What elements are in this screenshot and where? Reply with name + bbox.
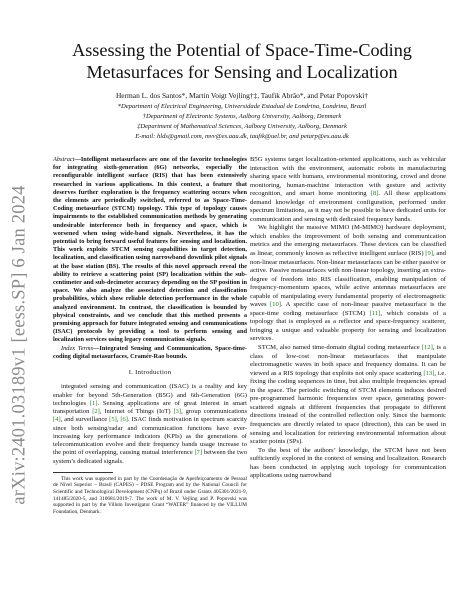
paragraph (250, 156, 446, 224)
paragraph-text: , and non-linear metasurfaces. Non-linear metasurfaces can be either passive or active. Passive metasurfaces with non-linear topology, inserting an extra-degree of freedom into RIS classification, enabling manipulation of frequency-momentum spaces, while active antennas metasurfaces are capable of manipulating every fundamental property of electromagnetic waves (250, 250, 446, 309)
citation-link[interactable]: [13] (423, 369, 435, 377)
section-heading: I. Introduction (128, 369, 172, 377)
paragraph-text: . All these applications demand knowledge of environment configuration, performed under spectrum limitations, as it may not be possible to have dedicated units for communication and sensing with dedicated frequency bands. (250, 190, 446, 223)
paragraph-text: , and surveillance (60, 416, 110, 424)
paragraph-text: B5G systems target localization-oriented applications, such as vehicular interaction with the environment, automatic robots in manufacturing sharing space with humans, environmental monitoring, crowd and drone monitoring, human-machine interaction with gesture and activity recognition, and smart home monitoring (250, 156, 446, 198)
citation-link[interactable]: [3] (173, 408, 182, 416)
arxiv-stamp (8, 95, 32, 595)
paragraph (250, 344, 446, 447)
left-column (53, 156, 247, 515)
email-line: E-mail: hlds@gmail.com, mvv@es.aau.dk, taufik@uel.br, and petarp@es.aau.dk (135, 133, 349, 140)
citation-link[interactable]: [11] (369, 309, 381, 317)
paper-title: Assessing the Potential of Space-Time-Coding Metasurfaces for Sensing and Localization (72, 40, 412, 82)
paragraph (250, 224, 446, 344)
index-terms (53, 345, 247, 361)
paragraph-text: . ISAC finds motivation in spectrum scarcity since both sensing/radar and communication functions have ever-increasing key performance indicators (KPIs) as the generations of telecommunication evolve and their frequency bands usage increase to the point of overlapping, causing mutual interference (53, 416, 247, 457)
paragraph-text: , Internet of Things (IoT) (99, 408, 174, 416)
citation-link[interactable]: [7] (194, 449, 203, 457)
paragraph-text: , is a class of low-cost non-linear metasurfaces that manipulate electromagnetic waves in both space and frequency domains. It can be viewed as a RIS topology that exploits not only space scattering (250, 344, 447, 377)
citation-link[interactable]: [1] (89, 399, 98, 407)
paragraph-text: . Sensing applications are of great interest in smart transportation (53, 399, 247, 416)
affiliation-line: †Department of Electronic Systems, Aalborg University, Aalborg, Denmark (142, 113, 342, 120)
paragraph-text: , (116, 416, 121, 424)
paragraph-text: , which consists of a topology that is employed as a reflector and space-frequency scatterer, bringing a unique and valuable property for sensing and localization services. (250, 309, 446, 343)
paragraph-text: . A specific case of non-linear passive metasurface is the space-time coding metasurface (STCM) (250, 301, 446, 317)
abstract-text: —Intelligent metasurfaces are one of the favorite technologies for integrating sixth-generation (6G) networks, especially the reconfigurable intelligent surface (RIS) that has been extensively researched in various applications. In this context, a feature that deserves further exploration is the frequency scattering occurs when the elements are periodically switched, referred to as Space-Time-Coding metasurface (STCM) topology. This type of topology causes impairments to the established communication methods by generating undesirable interference both in frequency and space, which is worsened when using wide-band signals. Nevertheless, it has the potential to bring forward useful features for sensing and localization. This work exploits STCM sensing capabilities in target detection, localization, and classification using narrowband downlink pilot signals at the base station (BS). The results of this novel approach reveal the ability to retrieve a scattering point (SP) localization within the sub-centimeter and sub-decimeter accuracy depending on the SP position in space. We also analyze the associated detection and classification probabilities, which show reliable detection performance in the whole analyzed environment. In contrast, the classification is bounded by physical constraints, and we conclude that this method presents a promising approach for future integrated sensing and communications (ISAC) protocols by providing a tool to perform sensing and localization services using legacy communication signals. (53, 156, 247, 344)
abstract (53, 156, 247, 345)
index-terms-label: Index Terms (61, 344, 94, 352)
index-terms-text: —Integrated Sensing and Communication, Space-time-coding digital metasurfaces, Cramér-Rao bounds. (53, 344, 248, 360)
citation-link[interactable]: [12] (421, 344, 433, 352)
paragraph (53, 383, 247, 466)
paragraph-text: STCM, also named time-domain digital coding metasurface (258, 344, 422, 352)
arxiv-stamp-text: arXiv:2401.03189v1 [eess.SP] 6 Jan 2024 (9, 185, 30, 505)
abstract-label: Abstract (53, 156, 75, 163)
footnote: This work was supported in part by the Coordenação de Aperfeiçoamento de Pessoal de Nível Superior – Brasil (CAPES) – PDSE Program and by the National Council for Scientific and Technological Development (CNPq) of Brazil under Grants 405301/2021-9, 141485/2020-5, and 310681/2019-7. The work of M. V. Vejling and P. Popovski was supported in part by the Villum Investigator Grant “WATER” financed by the VILLUM Foundation, Denmark. (53, 475, 247, 515)
paragraph-text: between the two system’s dedicated signals. (53, 449, 247, 465)
right-column (250, 156, 446, 481)
citation-link[interactable]: [10] (269, 301, 282, 309)
citation-link[interactable]: [6] (120, 416, 128, 424)
paragraph-text: , group communications (181, 408, 248, 416)
intro-body (53, 383, 247, 466)
affiliation-line: ‡Department of Mathematical Sciences, Aalborg University, Aalborg, Denmark (137, 123, 347, 130)
affiliation-line: *Department of Electrical Engineering, Universidade Estadual de Londrina, Londrina, Brazil (117, 103, 367, 110)
citation-link[interactable]: [5] (109, 416, 117, 424)
citation-link[interactable]: [4] (53, 416, 61, 424)
author-list: Herman L. dos Santos*, Martin Voigt Vejling†‡, Taufik Abrão*, and Petar Popovski† (115, 91, 369, 100)
citation-link[interactable]: [2] (92, 408, 100, 416)
paragraph-text: To the best of the authors’ knowledge, the STCM have not been sufficiently explored in the context of sensing and localization. Research has been conducted in applying such topology for communication applications using narrowband (250, 446, 446, 480)
paragraph-text: integrated sensing and communication (ISAC) is a reality and key enabler for beyond 5th-Generation (B5G) and 6th-Generation (6G) technologies (53, 383, 247, 407)
affiliations (40, 102, 444, 142)
paragraph (250, 447, 446, 481)
paragraph-text: We highlight the massive MIMO (M-MIMO) hardware deployment, which enables the improvement of both sensing and communication metrics and the emerging metasurfaces. These devices can be classified as linear, commonly known as reflective intelligent surface (RIS) (250, 224, 446, 258)
paragraph-text: , i.e. fixing the coding sequences in time, but also multiple frequencies spread in the space. The periodic switching of STCM elements induces desired pre-programmed harmonic frequencies over space, generating power-scattered signals at different frequencies that propagate to different directions instead of the controlled reflection only. Since the harmonic frequencies are directly related to space (direction), this can be used in sensing and localization for retrieving environmental information about scatter points (SPs). (250, 369, 447, 446)
citation-link[interactable]: [9] (425, 250, 434, 258)
citation-link[interactable]: [8] (370, 190, 379, 198)
footnote-rule (53, 472, 113, 473)
